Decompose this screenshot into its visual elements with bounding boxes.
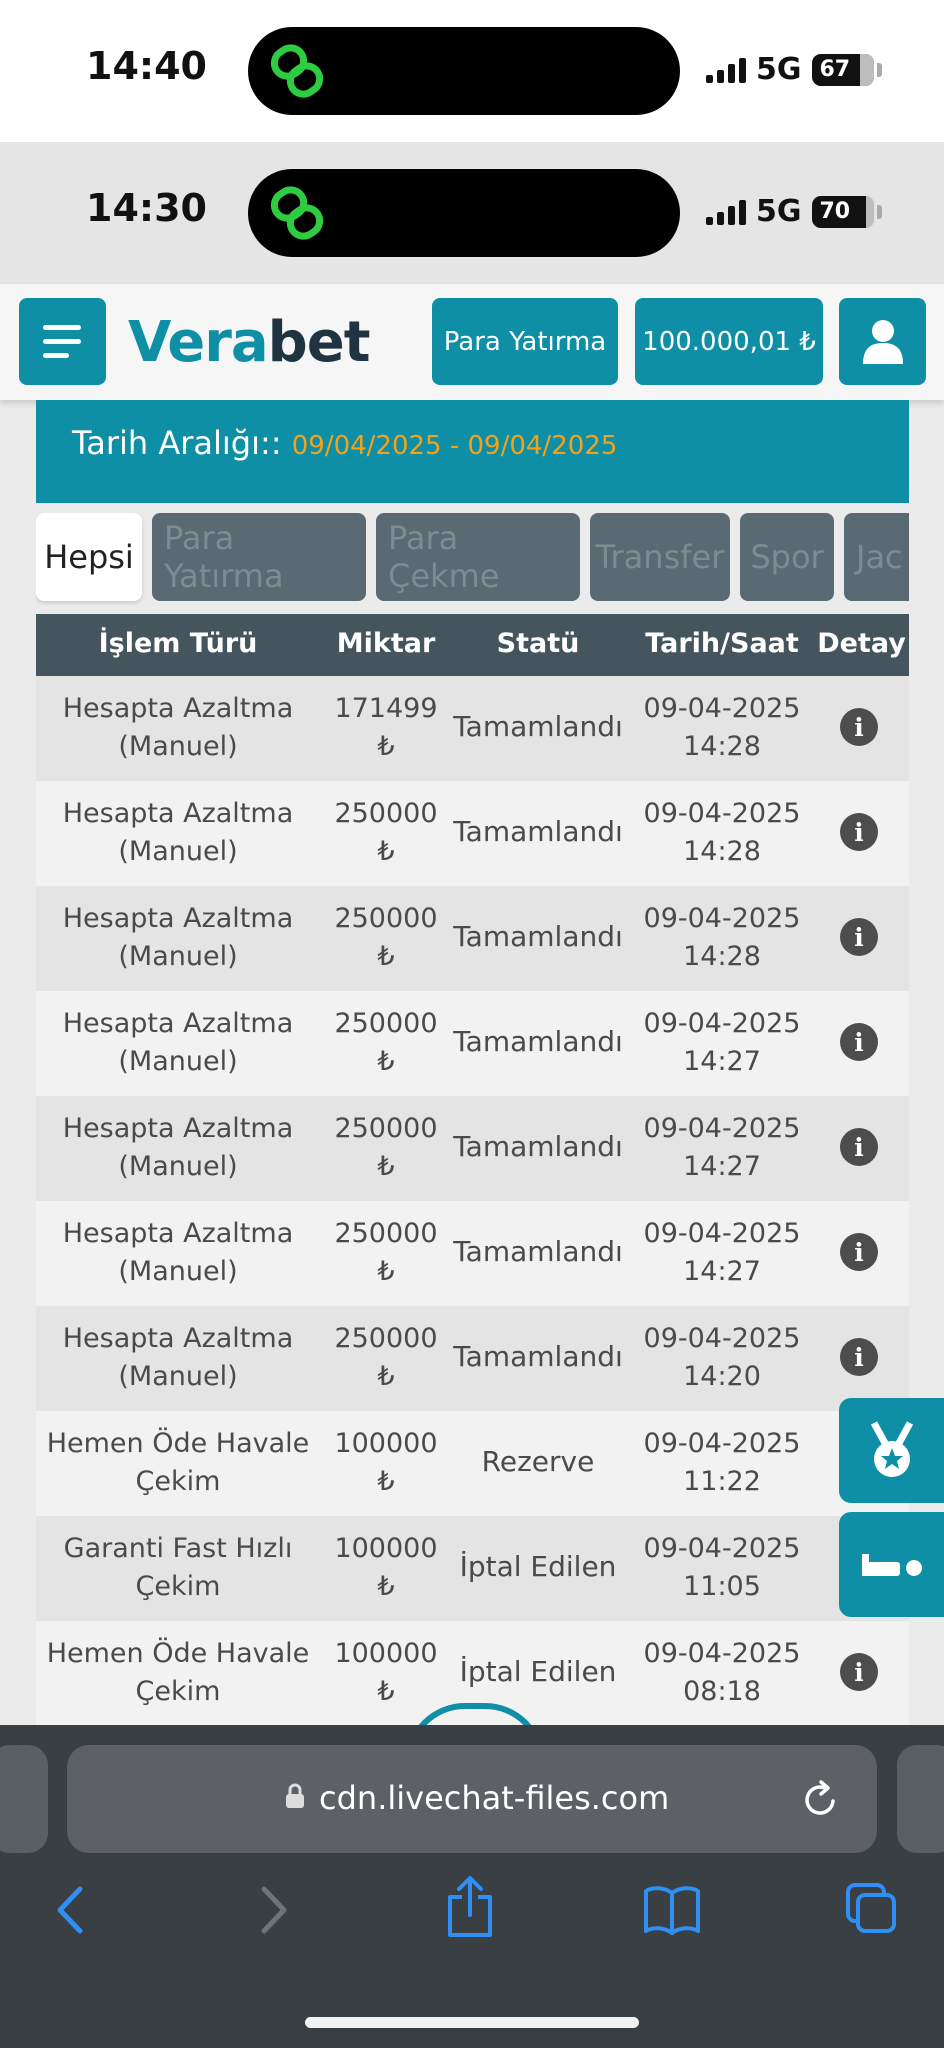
tab-jackpot[interactable]: Jac xyxy=(844,513,909,601)
row-status: Rezerve xyxy=(481,1445,595,1478)
table-row xyxy=(36,1201,909,1306)
toggle-icon xyxy=(860,1550,924,1580)
table-row xyxy=(36,886,909,991)
signal-icon xyxy=(706,57,746,83)
tab-withdrawal[interactable]: Para Çekme xyxy=(376,513,580,601)
table-row xyxy=(36,1516,909,1621)
column-header-type: İşlem Türü xyxy=(98,628,258,659)
info-icon[interactable]: i xyxy=(840,1128,878,1166)
row-amount-value: 100000 xyxy=(334,1533,438,1564)
row-amount xyxy=(320,1635,452,1711)
row-type xyxy=(36,1215,320,1291)
row-type-line2: (Manuel) xyxy=(118,1046,238,1077)
row-amount-value: 171499 xyxy=(334,693,438,724)
forward-icon[interactable] xyxy=(256,1883,292,1937)
table-row xyxy=(36,1306,909,1411)
tabs-icon[interactable] xyxy=(844,1881,900,1937)
tab-deposit[interactable]: Para Yatırma xyxy=(152,513,366,601)
row-date: 09-04-2025 xyxy=(643,1428,801,1459)
row-type-line1: Hemen Öde Havale xyxy=(46,1638,310,1669)
row-amount-value: 250000 xyxy=(334,903,438,934)
row-amount xyxy=(320,1110,452,1186)
row-status: Tamamlandı xyxy=(453,1340,623,1373)
site-logo[interactable] xyxy=(128,310,370,375)
row-type-line1: Hesapta Azaltma xyxy=(62,903,294,934)
row-datetime xyxy=(624,1110,820,1186)
site-header xyxy=(0,284,944,400)
row-type xyxy=(36,690,320,766)
row-amount xyxy=(320,690,452,766)
row-type-line2: (Manuel) xyxy=(118,1256,238,1287)
row-time: 11:22 xyxy=(683,1466,761,1497)
row-currency: ₺ xyxy=(377,731,395,762)
row-datetime xyxy=(624,1215,820,1291)
info-icon[interactable]: i xyxy=(840,1338,878,1376)
row-currency: ₺ xyxy=(377,1151,395,1182)
reload-icon[interactable] xyxy=(801,1777,841,1819)
row-type xyxy=(36,900,320,976)
row-status: Tamamlandı xyxy=(453,920,623,953)
battery-level: 67 xyxy=(819,57,851,82)
deposit-button[interactable]: Para Yatırma xyxy=(432,298,618,385)
row-type-line2: (Manuel) xyxy=(118,1361,238,1392)
table-row xyxy=(36,676,909,781)
row-amount xyxy=(320,1215,452,1291)
info-icon[interactable]: i xyxy=(840,1233,878,1271)
row-amount-value: 100000 xyxy=(334,1638,438,1669)
row-type-line1: Hesapta Azaltma xyxy=(62,1218,294,1249)
row-amount xyxy=(320,1320,452,1396)
battery-level: 70 xyxy=(819,199,851,224)
row-type-line2: Çekim xyxy=(135,1571,221,1602)
row-time: 14:28 xyxy=(683,731,761,762)
row-type-line2: (Manuel) xyxy=(118,731,238,762)
row-currency: ₺ xyxy=(377,941,395,972)
tab-transfer[interactable]: Transfer xyxy=(590,513,730,601)
share-icon[interactable] xyxy=(444,1875,496,1939)
column-header-status: Statü xyxy=(496,628,580,659)
row-type xyxy=(36,1110,320,1186)
row-amount xyxy=(320,795,452,871)
row-status: Tamamlandı xyxy=(453,1235,623,1268)
network-label: 5G xyxy=(756,52,802,87)
user-icon xyxy=(861,318,905,366)
row-currency: ₺ xyxy=(377,1361,395,1392)
row-datetime xyxy=(624,690,820,766)
previous-tab-preview[interactable] xyxy=(0,1745,48,1853)
address-bar[interactable] xyxy=(67,1745,877,1853)
info-icon[interactable]: i xyxy=(840,813,878,851)
battery-icon xyxy=(812,196,874,228)
row-datetime xyxy=(624,795,820,871)
balance-button[interactable]: 100.000,01 ₺ xyxy=(635,298,823,385)
row-currency: ₺ xyxy=(377,1571,395,1602)
column-header-detail: Detay xyxy=(817,628,906,659)
info-icon[interactable]: i xyxy=(840,1023,878,1061)
row-status: Tamamlandı xyxy=(453,1130,623,1163)
home-indicator xyxy=(305,2017,639,2028)
row-currency: ₺ xyxy=(377,1466,395,1497)
battery-icon xyxy=(812,54,874,86)
info-icon[interactable]: i xyxy=(840,708,878,746)
dynamic-island xyxy=(248,169,680,257)
row-datetime xyxy=(624,1635,820,1711)
transactions-table xyxy=(36,676,909,1726)
table-header xyxy=(36,614,909,676)
column-header-amount: Miktar xyxy=(336,628,436,659)
date-range-label xyxy=(72,424,617,462)
row-time: 14:28 xyxy=(683,836,761,867)
next-tab-preview[interactable] xyxy=(897,1745,944,1853)
row-type-line1: Hemen Öde Havale xyxy=(46,1428,310,1459)
row-datetime xyxy=(624,1005,820,1081)
medal-icon xyxy=(864,1421,920,1481)
lock-icon xyxy=(285,1783,305,1809)
table-row xyxy=(36,1096,909,1201)
row-currency: ₺ xyxy=(377,1676,395,1707)
tab-all[interactable]: Hepsi xyxy=(36,513,142,601)
row-date: 09-04-2025 xyxy=(643,1218,801,1249)
column-header-datetime: Tarih/Saat xyxy=(645,628,799,659)
logo-era: era xyxy=(167,310,268,375)
browser-toolbar xyxy=(0,1725,944,2048)
row-datetime xyxy=(624,1530,820,1606)
row-amount xyxy=(320,1530,452,1606)
row-type-line1: Hesapta Azaltma xyxy=(62,693,294,724)
network-label: 5G xyxy=(756,194,802,229)
row-type xyxy=(36,1635,320,1711)
rewards-button[interactable] xyxy=(839,1398,944,1503)
date-range-value: 09/04/2025 - 09/04/2025 xyxy=(291,431,618,461)
status-indicators xyxy=(706,52,874,87)
row-amount xyxy=(320,900,452,976)
user-account-button[interactable] xyxy=(839,298,926,385)
row-time: 14:27 xyxy=(683,1046,761,1077)
info-icon[interactable]: i xyxy=(840,1653,878,1691)
row-datetime xyxy=(624,900,820,976)
tab-sports[interactable]: Spor xyxy=(740,513,834,601)
row-type-line2: Çekim xyxy=(135,1466,221,1497)
row-time: 14:27 xyxy=(683,1256,761,1287)
more-options-button[interactable] xyxy=(839,1512,944,1617)
info-icon[interactable]: i xyxy=(840,918,878,956)
row-type xyxy=(36,1320,320,1396)
row-date: 09-04-2025 xyxy=(643,1638,801,1669)
row-type-line1: Hesapta Azaltma xyxy=(62,798,294,829)
row-amount-value: 250000 xyxy=(334,1323,438,1354)
row-currency: ₺ xyxy=(377,836,395,867)
row-amount-value: 250000 xyxy=(334,798,438,829)
table-row xyxy=(36,991,909,1096)
row-date: 09-04-2025 xyxy=(643,1533,801,1564)
row-type xyxy=(36,795,320,871)
status-bar-previous xyxy=(0,142,944,284)
row-type-line2: (Manuel) xyxy=(118,1151,238,1182)
row-amount xyxy=(320,1005,452,1081)
row-date: 09-04-2025 xyxy=(643,1113,801,1144)
transaction-filter-tabs xyxy=(36,513,909,605)
row-amount-value: 100000 xyxy=(334,1428,438,1459)
row-datetime xyxy=(624,1425,820,1501)
row-time: 11:05 xyxy=(683,1571,761,1602)
row-datetime xyxy=(624,1320,820,1396)
link-icon xyxy=(268,185,326,241)
row-type-line2: Çekim xyxy=(135,1676,221,1707)
row-amount-value: 250000 xyxy=(334,1008,438,1039)
row-type-line1: Hesapta Azaltma xyxy=(62,1113,294,1144)
row-status: Tamamlandı xyxy=(453,710,623,743)
logo-bet: bet xyxy=(267,310,370,375)
row-type xyxy=(36,1530,320,1606)
row-date: 09-04-2025 xyxy=(643,903,801,934)
row-amount-value: 250000 xyxy=(334,1218,438,1249)
link-icon xyxy=(268,43,326,99)
logo-v: V xyxy=(128,310,168,375)
row-time: 14:27 xyxy=(683,1151,761,1182)
date-range-banner[interactable] xyxy=(36,400,909,503)
row-status: İptal Edilen xyxy=(459,1655,617,1688)
row-date: 09-04-2025 xyxy=(643,1008,801,1039)
status-bar xyxy=(0,0,944,142)
table-row xyxy=(36,1411,909,1516)
row-amount-value: 250000 xyxy=(334,1113,438,1144)
url-text: cdn.livechat-files.com xyxy=(319,1779,670,1817)
row-time: 14:28 xyxy=(683,941,761,972)
row-status: İptal Edilen xyxy=(459,1550,617,1583)
row-type-line1: Hesapta Azaltma xyxy=(62,1008,294,1039)
row-amount xyxy=(320,1425,452,1501)
dynamic-island xyxy=(248,27,680,115)
bookmarks-icon[interactable] xyxy=(642,1883,702,1937)
row-type xyxy=(36,1005,320,1081)
row-currency: ₺ xyxy=(377,1256,395,1287)
status-time: 14:40 xyxy=(86,44,207,88)
row-currency: ₺ xyxy=(377,1046,395,1077)
table-row xyxy=(36,781,909,886)
row-type-line1: Hesapta Azaltma xyxy=(62,1323,294,1354)
row-time: 08:18 xyxy=(683,1676,761,1707)
back-icon[interactable] xyxy=(52,1883,88,1937)
row-time: 14:20 xyxy=(683,1361,761,1392)
row-status: Tamamlandı xyxy=(453,1025,623,1058)
row-status: Tamamlandı xyxy=(453,815,623,848)
row-type xyxy=(36,1425,320,1501)
signal-icon xyxy=(706,199,746,225)
date-range-title: Tarih Aralığı:: xyxy=(72,424,282,462)
row-date: 09-04-2025 xyxy=(643,1323,801,1354)
row-type-line2: (Manuel) xyxy=(118,941,238,972)
status-indicators xyxy=(706,194,874,229)
row-type-line1: Garanti Fast Hızlı xyxy=(63,1533,293,1564)
row-date: 09-04-2025 xyxy=(643,798,801,829)
row-date: 09-04-2025 xyxy=(643,693,801,724)
status-time: 14:30 xyxy=(86,186,207,230)
row-type-line2: (Manuel) xyxy=(118,836,238,867)
hamburger-menu-button[interactable] xyxy=(19,298,106,385)
